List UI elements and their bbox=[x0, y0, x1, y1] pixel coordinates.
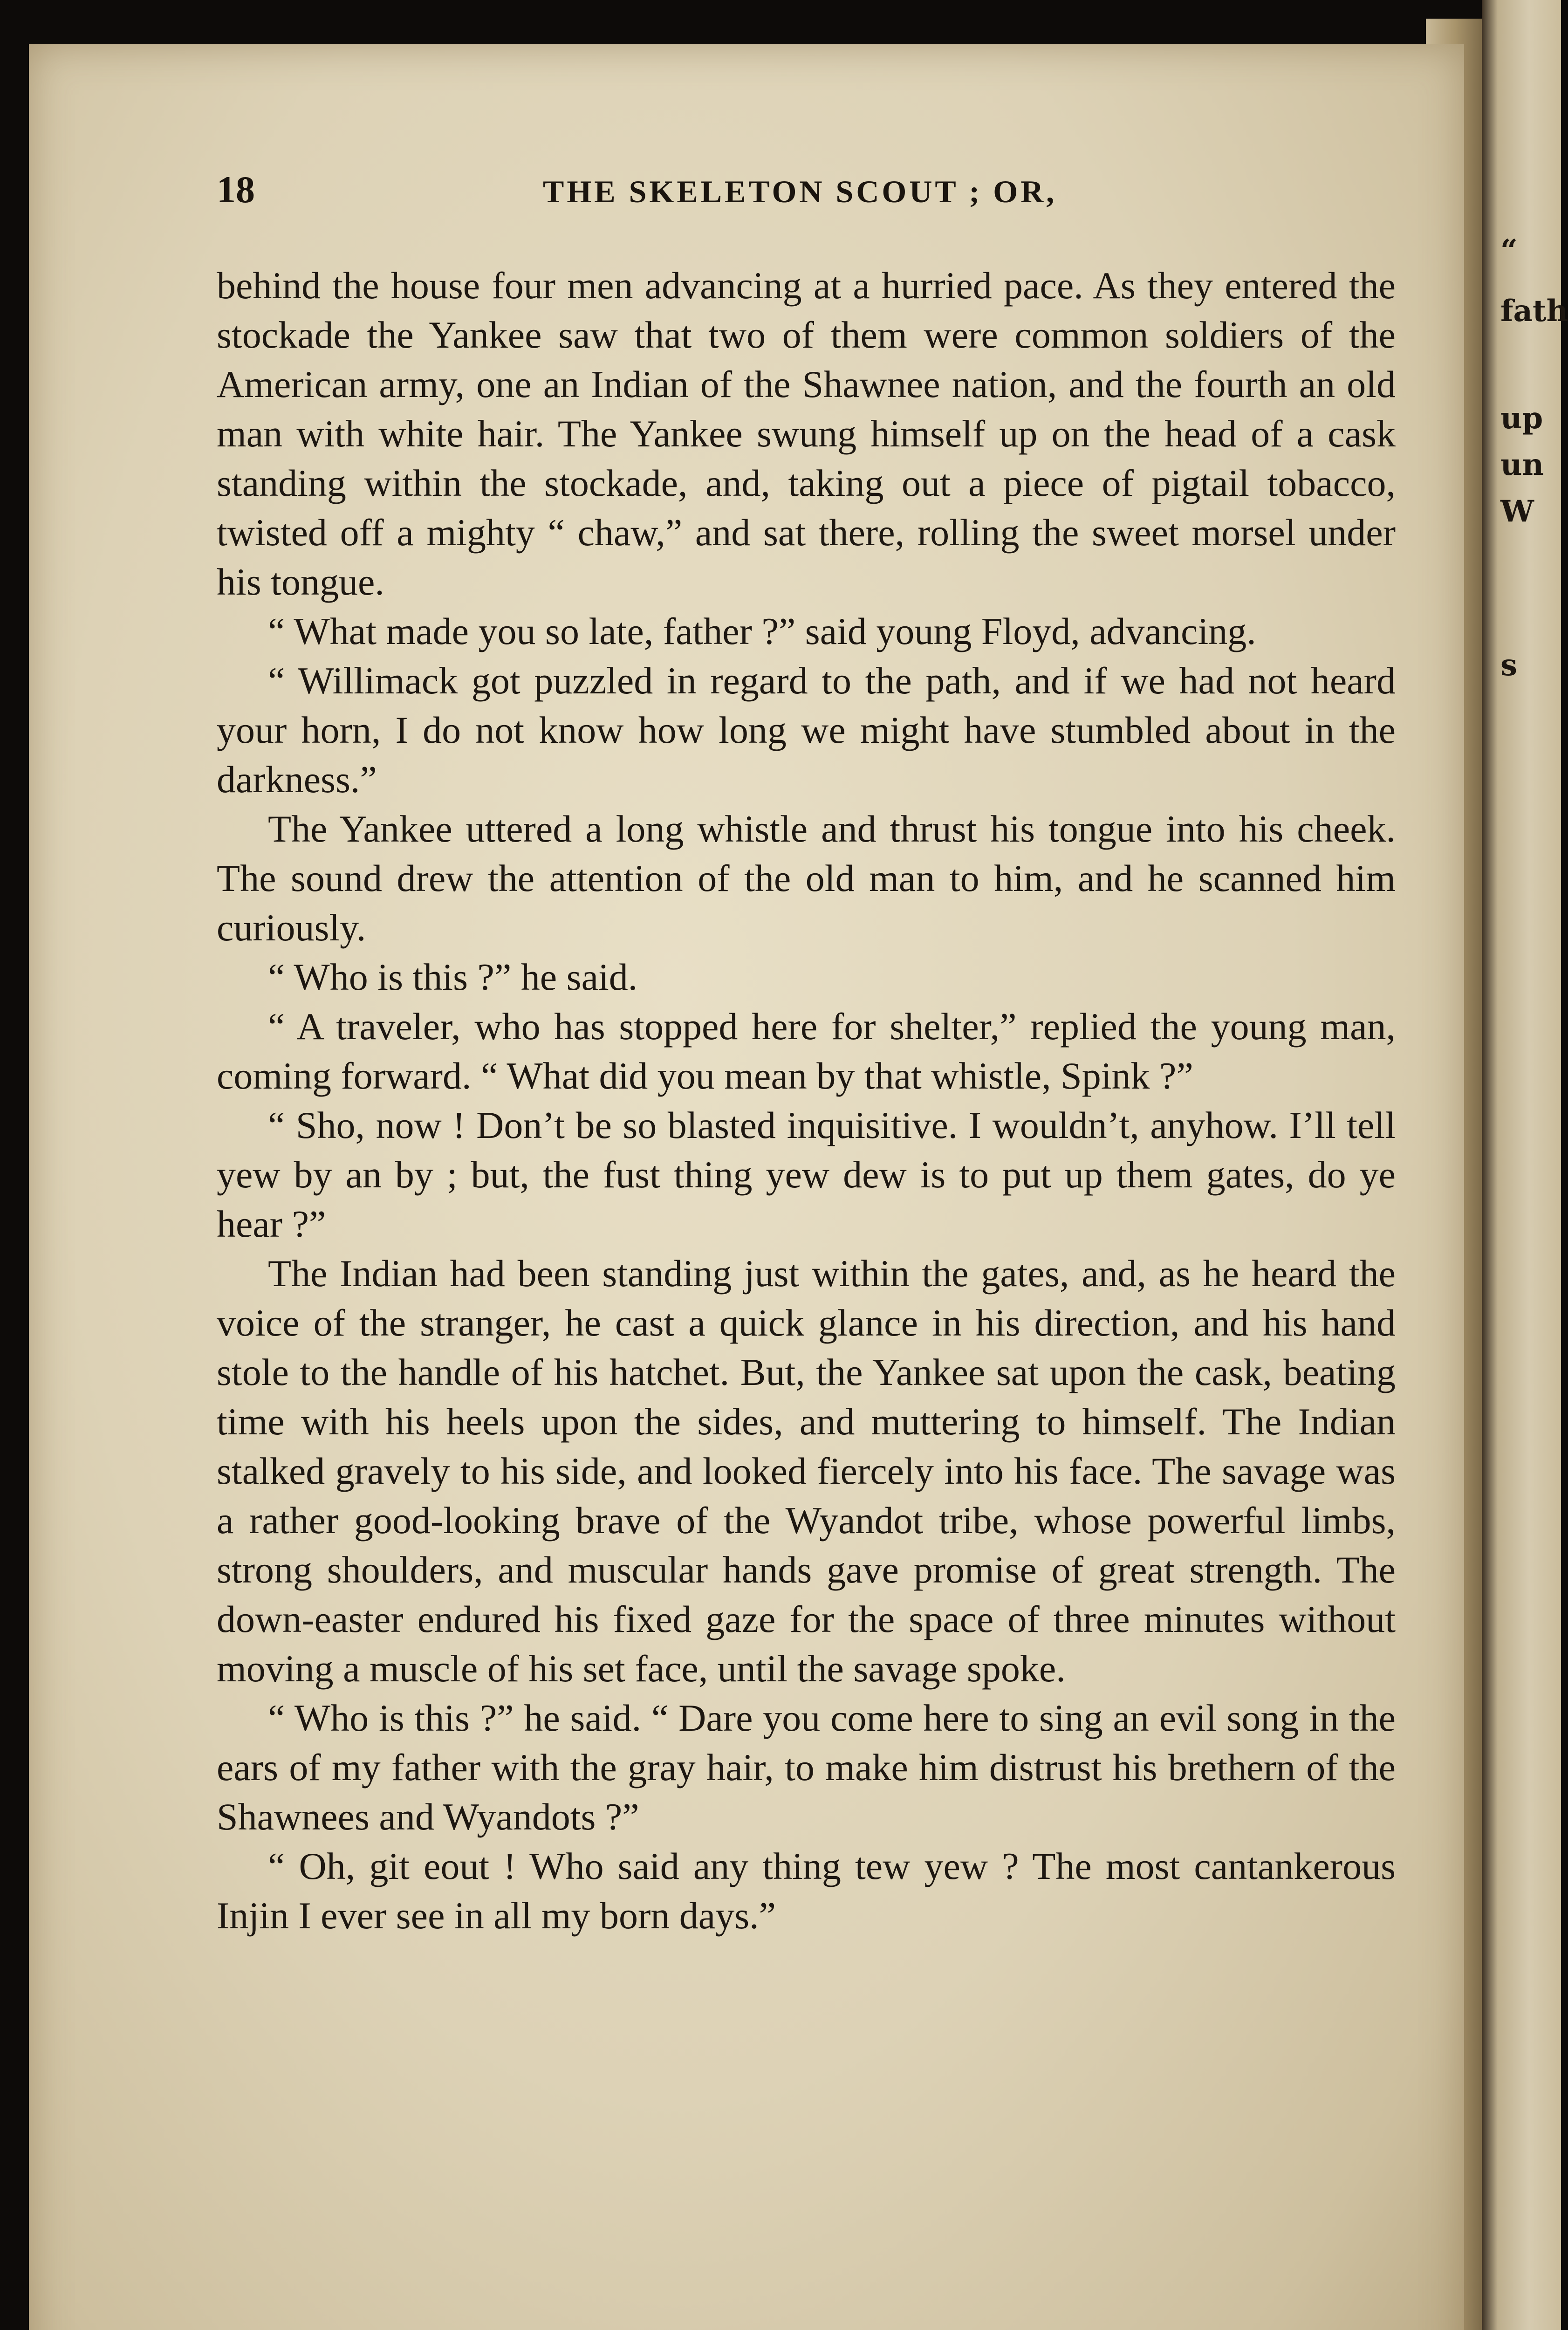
paragraph: “ Willimack got puzzled in regard to the path, and if we had not heard your horn, I do not know how long we might have stumbled about in the darkness.” bbox=[217, 659, 1396, 801]
paragraph: “ Sho, now ! Don’t be so blasted inquisitive. I wouldn’t, anyhow. I’ll tell yew by an by ; but, the fust thing yew dew is to put up them gates, do ye hear ?” bbox=[217, 1104, 1396, 1245]
paragraph: “ A traveler, who has stopped here for shelter,” replied the young man, coming forward. “ What did you mean by that whistle, Spink ?” bbox=[217, 1005, 1396, 1097]
paragraph: “ Who is this ?” he said. “ Dare you come here to sing an evil song in the ears of my father with the gray hair, to make him distrust his brethern of the Shawnees and Wyandots ?” bbox=[217, 1697, 1396, 1838]
paragraph: “ What made you so late, father ?” said young Floyd, advancing. bbox=[268, 610, 1256, 652]
page-number: 18 bbox=[217, 168, 255, 211]
adjacent-page-fragment: up bbox=[1500, 401, 1543, 436]
adjacent-page-edge bbox=[1482, 0, 1568, 2330]
adjacent-page-fragment: un bbox=[1500, 447, 1544, 482]
adjacent-page-fragment: W bbox=[1500, 494, 1534, 529]
adjacent-page-fragment: “ bbox=[1500, 233, 1518, 268]
running-head: THE SKELETON SCOUT ; OR, bbox=[543, 174, 1057, 209]
paragraph: “ Oh, git eout ! Who said any thing tew yew ? The most cantankerous Injin I ever see in all my born days.” bbox=[217, 1845, 1396, 1937]
paragraph: The Yankee uttered a long whistle and thrust his tongue into his cheek. The sound drew the attention of the old man to him, and he scanned him curiously. bbox=[217, 808, 1396, 949]
body-text bbox=[217, 261, 1396, 1940]
paragraph: “ Who is this ?” he said. bbox=[268, 956, 638, 998]
paragraph: behind the house four men advancing at a hurried pace. As they entered the stockade the Yankee saw that two of them were common soldiers of the American army, one an Indian of the Shawnee nation, and the fourth an old man with white hair. The Yankee swung himself up on the head of a cask standing within the stockade, and, taking out a piece of pigtail tobacco, twisted off a mighty “ chaw,” and sat there, rolling the sweet morsel under his tongue. bbox=[217, 264, 1396, 603]
adjacent-page-fragment: fath bbox=[1500, 294, 1568, 329]
adjacent-page-fragment: s bbox=[1500, 648, 1518, 683]
page-header bbox=[217, 168, 1410, 219]
paragraph: The Indian had been standing just within the gates, and, as he heard the voice of the stranger, he cast a quick glance in his direction, and his hand stole to the handle of his hatchet. But, the Yankee sat upon the cask, beating time with his heels upon the sides, and muttering to himself. The Indian stalked gravely to his side, and looked fiercely into his face. The savage was a rather good-looking brave of the Wyandot tribe, whose powerful limbs, strong shoulders, and muscular hands gave promise of great strength. The down-easter endured his fixed gaze for the space of three minutes without moving a muscle of his set face, until the savage spoke. bbox=[217, 1252, 1396, 1690]
